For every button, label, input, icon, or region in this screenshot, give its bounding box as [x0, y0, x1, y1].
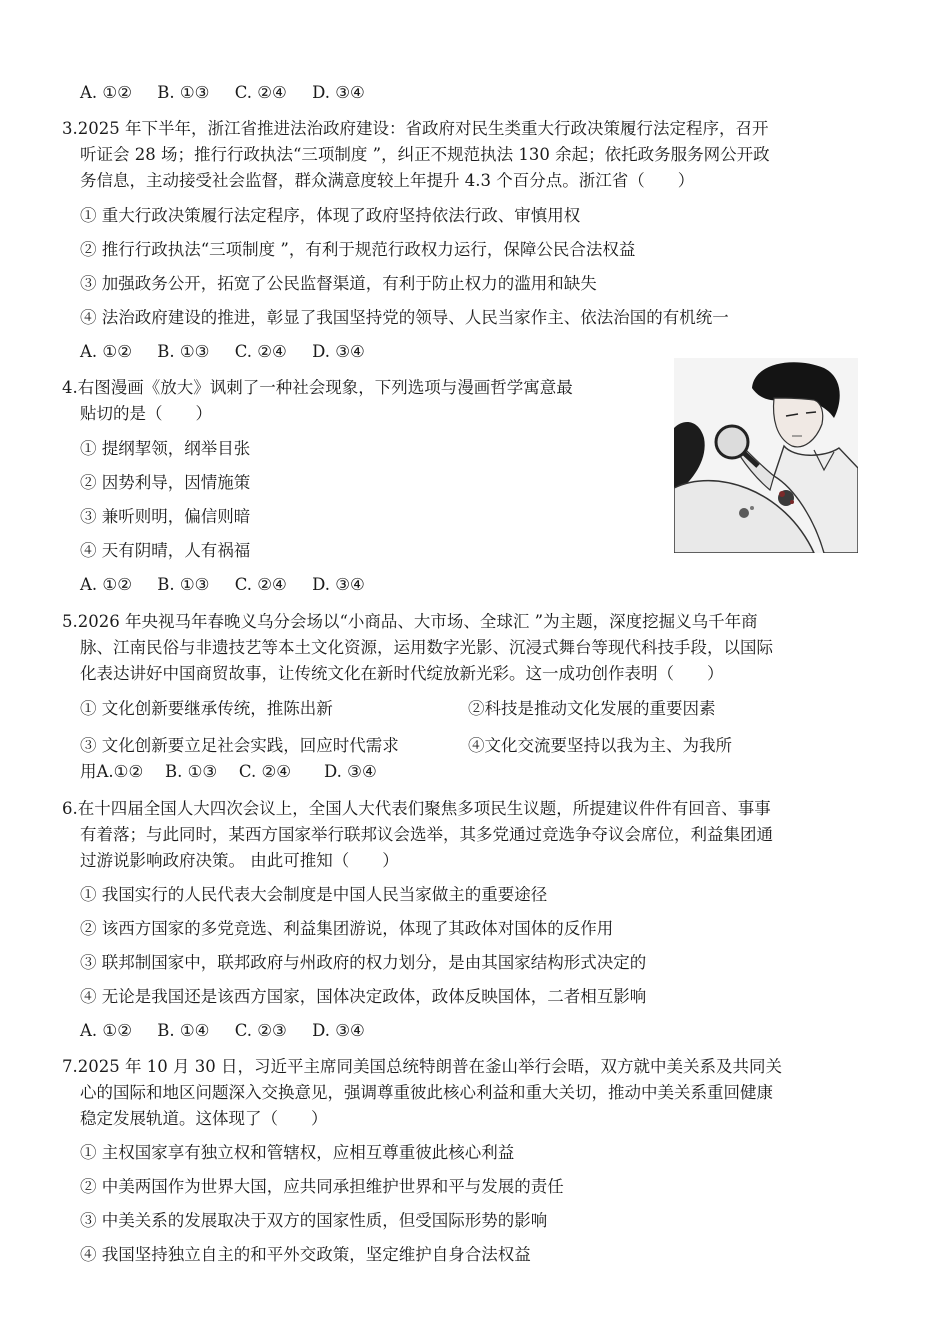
- q3-option-1: ① 重大行政决策履行法定程序，体现了政府坚持依法行政、审慎用权: [80, 206, 581, 225]
- q4-answers: [80, 574, 385, 596]
- magnify-cartoon-image: [674, 358, 858, 553]
- q4-stem-line: 4.右图漫画《放大》讽刺了一种社会现象，下列选项与漫画哲学寓意最: [62, 378, 573, 397]
- q7-option-4: ④ 我国坚持独立自主的和平外交政策，坚定维护自身合法权益: [80, 1245, 531, 1264]
- answer-c[interactable]: C. ②④: [234, 83, 287, 102]
- answer-c[interactable]: C. ②④: [234, 342, 287, 361]
- q3-stem-line: 务信息，主动接受社会监督，群众满意度较上年提升 4.3 个百分点。浙江省（ ）: [80, 171, 695, 190]
- q4-option-1: ① 提纲挈领，纲举目张: [80, 439, 251, 458]
- q6-answers: [80, 1020, 385, 1042]
- q3-stem-line: 3.2025 年下半年，浙江省推进法治政府建设：省政府对民生类重大行政决策履行法定程序，召开: [62, 119, 769, 138]
- q4-option-3: ③ 兼听则明，偏信则暗: [80, 507, 251, 526]
- answer-b[interactable]: B. ①③: [157, 83, 210, 102]
- answer-d[interactable]: D. ③④: [312, 342, 365, 361]
- answer-d[interactable]: D. ③④: [312, 83, 365, 102]
- answer-a[interactable]: A. ①②: [80, 342, 132, 361]
- q7-stem-line: 7.2025 年 10 月 30 日，习近平主席同美国总统特朗普在釜山举行会晤，双方就中美关系及共同关: [62, 1057, 782, 1076]
- q6-stem-line: 有着落；与此同时，某西方国家举行联邦议会选举，其多党通过竞选争夺议会席位，利益集团通: [80, 825, 773, 844]
- q6-option-3: ③ 联邦制国家中，联邦政府与州政府的权力划分，是由其国家结构形式决定的: [80, 953, 647, 972]
- cartoon-illustration: [674, 358, 858, 553]
- answer-a[interactable]: A. ①②: [80, 83, 132, 102]
- q7-stem-line: 心的国际和地区问题深入交换意见，强调尊重彼此核心利益和重大关切，推动中美关系重回健康: [80, 1083, 773, 1102]
- q7-option-2: ② 中美两国作为世界大国，应共同承担维护世界和平与发展的责任: [80, 1177, 564, 1196]
- answer-a[interactable]: A. ①②: [80, 1021, 132, 1040]
- q6-stem-line: 过游说影响政府决策。 由此可推知（ ）: [80, 851, 399, 870]
- q3-answers: [80, 341, 385, 363]
- q4-option-2: ② 因势利导，因情施策: [80, 473, 251, 492]
- q5-option-4: ④文化交流要坚持以我为主、为我所: [468, 736, 732, 755]
- q5-answers-line[interactable]: 用A.①② B. ①③ C. ②④ D. ③④: [80, 762, 377, 781]
- q3-option-3: ③ 加强政务公开，拓宽了公民监督渠道，有利于防止权力的滥用和缺失: [80, 274, 597, 293]
- q5-stem-line: 脉、江南民俗与非遗技艺等本土文化资源，运用数字光影、沉浸式舞台等现代科技手段，以国际: [80, 638, 773, 657]
- q3-option-4: ④ 法治政府建设的推进，彰显了我国坚持党的领导、人民当家作主、依法治国的有机统一: [80, 308, 729, 327]
- answer-b[interactable]: B. ①③: [157, 575, 210, 594]
- prev-question-answers: [80, 82, 385, 104]
- q6-option-1: ① 我国实行的人民代表大会制度是中国人民当家做主的重要途径: [80, 885, 548, 904]
- answer-b[interactable]: B. ①③: [157, 342, 210, 361]
- q6-option-4: ④ 无论是我国还是该西方国家，国体决定政体，政体反映国体，二者相互影响: [80, 987, 647, 1006]
- q5-stem-line: 5.2026 年央视马年春晚义乌分会场以“小商品、大市场、全球汇 ”为主题，深度挖掘义乌千年商: [62, 612, 758, 631]
- q4-stem-line: 贴切的是（ ）: [80, 404, 212, 423]
- q3-stem-line: 听证会 28 场；推行行政执法“三项制度 ”，纠正不规范执法 130 余起；依托政务服务网公开政: [80, 145, 770, 164]
- q5-option-2: ②科技是推动文化发展的重要因素: [468, 699, 716, 718]
- q6-stem-line: 6.在十四届全国人大四次会议上，全国人大代表们聚焦多项民生议题，所提建议件件有回音、事事: [62, 799, 771, 818]
- answer-d[interactable]: D. ③④: [312, 1021, 365, 1040]
- answer-b[interactable]: B. ①④: [157, 1021, 210, 1040]
- q7-option-3: ③ 中美关系的发展取决于双方的国家性质，但受国际形势的影响: [80, 1211, 548, 1230]
- answer-c[interactable]: C. ②④: [234, 575, 287, 594]
- q5-option-3: ③ 文化创新要立足社会实践，回应时代需求: [80, 736, 399, 755]
- q5-option-1: ① 文化创新要继承传统，推陈出新: [80, 699, 333, 718]
- q7-option-1: ① 主权国家享有独立权和管辖权，应相互尊重彼此核心利益: [80, 1143, 515, 1162]
- q5-stem-line: 化表达讲好中国商贸故事，让传统文化在新时代绽放新光彩。这一成功创作表明（ ）: [80, 664, 724, 683]
- answer-a[interactable]: A. ①②: [80, 575, 132, 594]
- q6-option-2: ② 该西方国家的多党竞选、利益集团游说，体现了其政体对国体的反作用: [80, 919, 614, 938]
- answer-d[interactable]: D. ③④: [312, 575, 365, 594]
- answer-c[interactable]: C. ②③: [234, 1021, 287, 1040]
- q4-option-4: ④ 天有阴晴，人有祸福: [80, 541, 251, 560]
- q3-option-2: ② 推行行政执法“三项制度 ”，有利于规范行政权力运行，保障公民合法权益: [80, 240, 636, 259]
- q7-stem-line: 稳定发展轨道。这体现了（ ）: [80, 1109, 328, 1128]
